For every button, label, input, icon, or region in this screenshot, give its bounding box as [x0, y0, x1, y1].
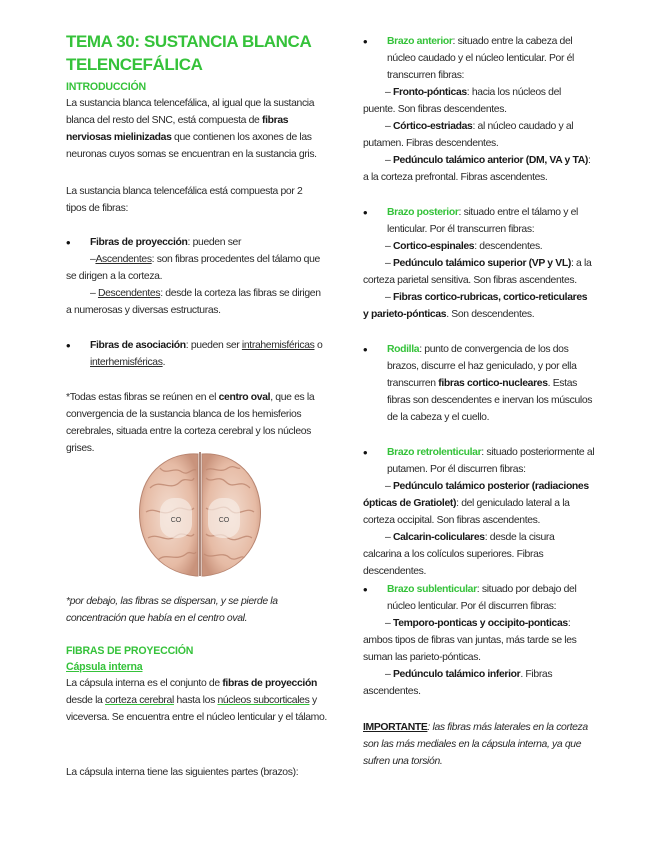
- brazo-sublenticular-item: – Pedúnculo talámico inferior. Fibras ascendentes.: [363, 669, 553, 697]
- capsula-partes-intro: La cápsula interna tiene las siguientes partes (brazos):: [66, 767, 299, 778]
- brazo-sublenticular-bullet: • Brazo sublenticular: situado por debajo del núcleo lenticular. Por él discurren fibras:: [363, 581, 595, 615]
- ascendentes-line: –Ascendentes: son fibras procedentes del tálamo que se dirigen a la corteza.: [66, 254, 320, 282]
- brazo-anterior-item: – Pedúnculo talámico anterior (DM, VA y TA): a la corteza prefrontal. Fibras ascendentes.: [363, 155, 591, 183]
- rodilla: [363, 341, 595, 426]
- brazo-posterior: [363, 204, 595, 323]
- brazo-sublenticular-item: – Temporo-ponticas y occipito-ponticas: ambos tipos de fibras van juntas, más tarde se les suman las parieto-pónticas.: [363, 618, 577, 663]
- descendentes-line: – Descendentes: desde la corteza las fibras se dirigen a numerosas y diversas estructuras.: [66, 288, 321, 316]
- importante-note: IMPORTANTE: las fibras más laterales en la corteza son las más mediales en la cápsula interna, ya que sufren una torsión.: [363, 722, 588, 767]
- section-heading: FIBRAS DE PROYECCIÓN: [66, 645, 194, 657]
- brazo-posterior-item: – Cortico-espinales: descendentes.: [385, 241, 543, 252]
- brazo-posterior-item: – Pedúnculo talámico superior (VP y VL): a la corteza parietal sensitiva. Son fibras ascendentes.: [363, 258, 592, 286]
- brazo-retrolenticular-item: – Pedúnculo talámico posterior (radiaciones ópticas de Gratiolet): del geniculado lateral a la corteza occipital. Son fibras ascendentes.: [363, 481, 589, 526]
- brazo-sublenticular: [363, 581, 595, 700]
- nota-centro-oval: *Todas estas fibras se reúnen en el centro oval, que es la convergencia de la sustancia blanca de los hemisferios cerebrales, situada entre la corteza cerebral y los núcleos grises.: [66, 392, 315, 454]
- fibras-proyeccion-section: [66, 643, 328, 726]
- brazo-posterior-bullet: • Brazo posterior: situado entre el tálamo y el lenticular. Por él transcurren fibras:: [363, 204, 595, 238]
- brazo-anterior-item: – Fronto-pónticas: hacia los núcleos del puente. Son fibras descendentes.: [363, 87, 561, 115]
- brazo-anterior-bullet: • Brazo anterior: situado entre la cabeza del núcleo caudado y el núcleo lenticular. Por él transcurren fibras:: [363, 33, 595, 84]
- brazo-posterior-item: – Fibras cortico-rubricas, cortico-reticulares y parieto-pónticas. Son descendentes.: [363, 292, 588, 320]
- brazo-retrolenticular: [363, 444, 595, 580]
- fibras-proyeccion-item: [66, 234, 328, 319]
- intro-heading: INTRODUCCIÓN: [66, 81, 146, 93]
- fibras-asociacion-item: [66, 337, 328, 371]
- brazo-anterior: [363, 33, 595, 186]
- capsula-interna-subheading: Cápsula interna: [66, 661, 143, 673]
- fibras-proyeccion-bullet: • Fibras de proyección: pueden ser: [66, 234, 328, 251]
- co-label-right: CO: [218, 517, 230, 524]
- brazo-retrolenticular-item: – Calcarin-coliculares: desde la cisura calcarina a los colículos superiores. Fibras descendentes.: [363, 532, 555, 577]
- co-label-left: CO: [170, 517, 182, 524]
- fibras-asociacion-bullet: • Fibras de asociación: pueden ser intrahemisféricas o interhemisféricas.: [66, 337, 328, 371]
- intro-paragraph-2: La sustancia blanca telencefálica está compuesta por 2 tipos de fibras:: [66, 186, 303, 214]
- page-title: TEMA 30: SUSTANCIA BLANCA TELENCEFÁLICA: [66, 32, 311, 74]
- intro-paragraph-1: La sustancia blanca telencefálica, al igual que la sustancia blanca del resto del SNC, está compuesta de fibras nerviosas mielinizadas que contienen los axones de las neuronas cuyos somas se encuentran en la sustancia gris.: [66, 98, 317, 160]
- image-caption: *por debajo, las fibras se dispersan, y se pierde la concentración que había en el centro oval.: [66, 596, 278, 624]
- capsula-interna-paragraph: La cápsula interna es el conjunto de fibras de proyección desde la corteza cerebral hasta los núcleos subcorticales y viceversa. Se encuentra entre el núcleo lenticular y el tálamo.: [66, 678, 327, 723]
- rodilla-bullet: • Rodilla: punto de convergencia de los dos brazos, discurre el haz geniculado, y por ella transcurren fibras cortico-nucleares. Estas fibras son descendentes e inervan los músculos de la cabeza y el cuello.: [363, 341, 595, 426]
- brain-image: [130, 448, 270, 580]
- brazo-anterior-item: – Córtico-estriadas: al núcleo caudado y al putamen. Fibras descendentes.: [363, 121, 574, 149]
- intro-section: [66, 79, 328, 163]
- brain-illustration: [130, 448, 270, 580]
- brazo-retrolenticular-bullet: • Brazo retrolenticular: situado posteriormente al putamen. Por él discurren fibras:: [363, 444, 595, 478]
